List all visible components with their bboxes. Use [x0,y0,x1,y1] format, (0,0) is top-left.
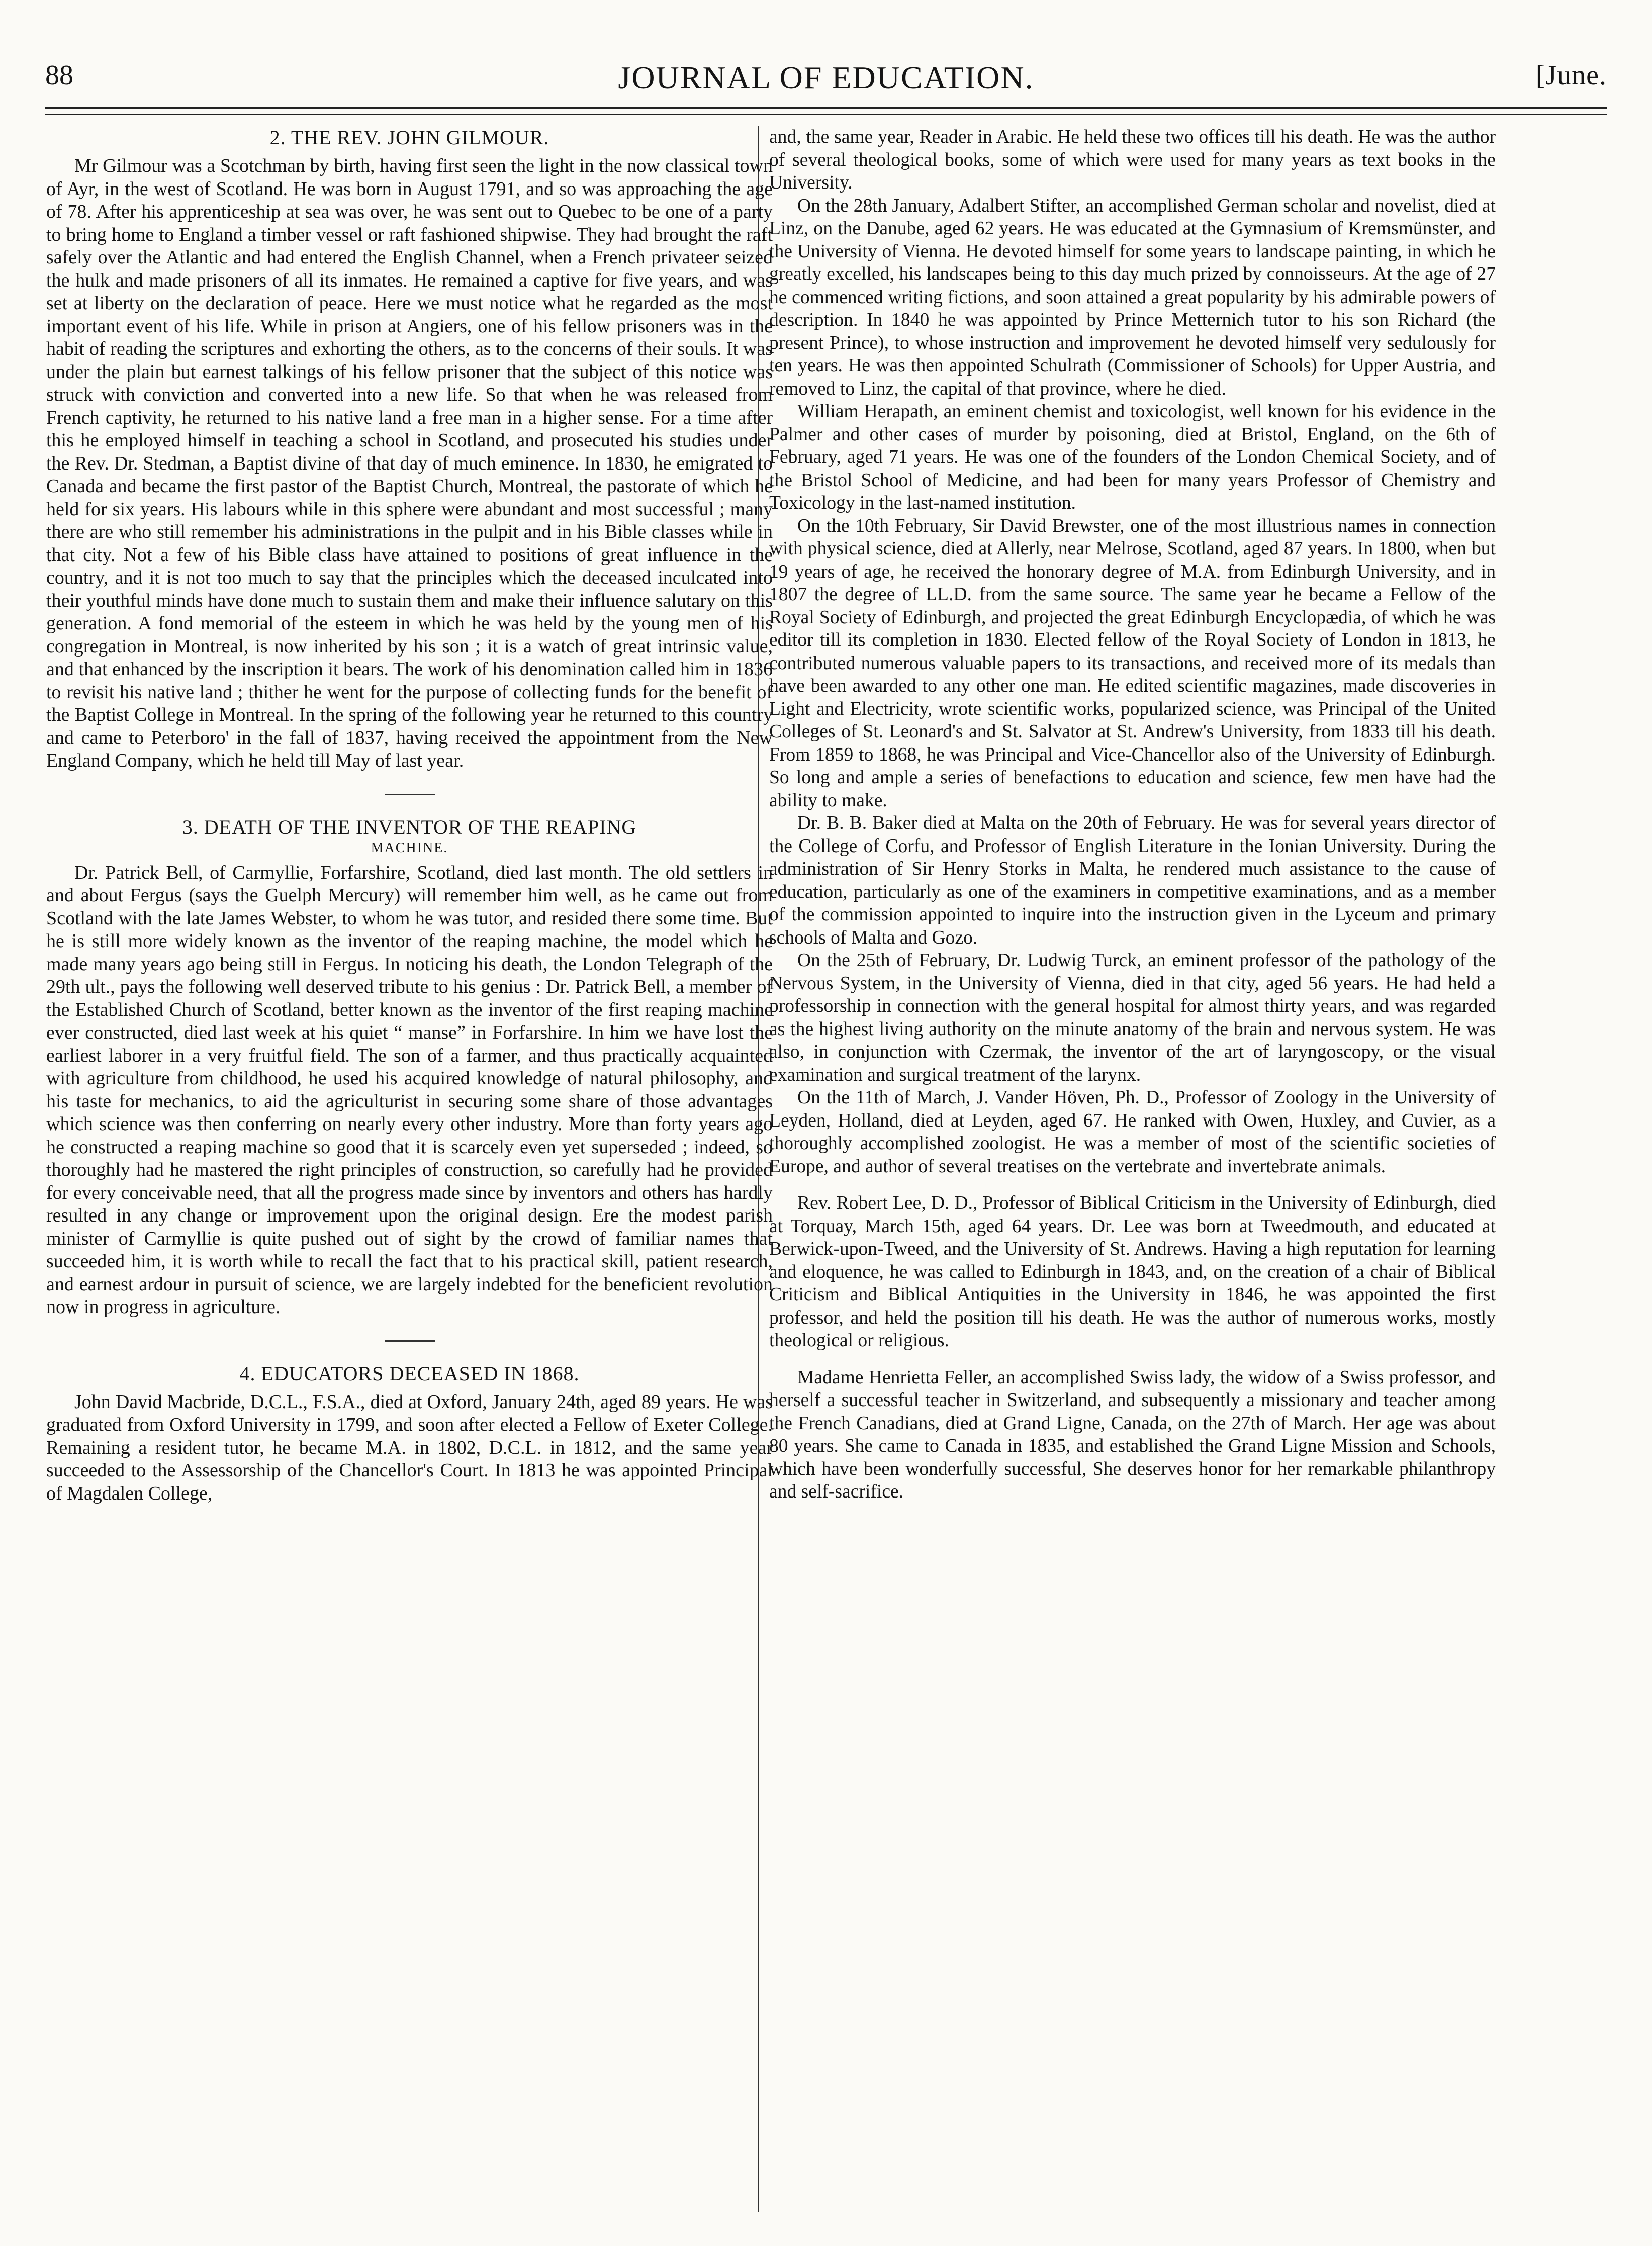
right-column [769,126,1496,2212]
paragraph-turck: On the 25th of February, Dr. Ludwig Turck, an eminent professor of the pathology of the Nervous System, in the University of Vienna, died in that city, aged 56 years. He had held a professorship in connection with the general hospital for almost thirty years, and was regarded as the highest living authority on the minute anatomy of the brain and nervous system. He was also, in conjunction with Czermak, the inventor of the art of laryngoscopy, or the visual examination and surgical treatment of the larynx. [769,950,1496,1085]
section-subtitle: MACHINE. [371,839,448,856]
paragraph-baker: Dr. B. B. Baker died at Malta on the 20th of February. He was for several years director of the College of Corfu, and Professor of English Literature in the Ionian University. During the administration of Sir Henry Storks in Malta, he rendered much assistance to the cause of education, particularly as one of the examiners in competitive examinations, and as a member of the commission appointed to inquire into the instruction given in the Lyceum and primary schools of Malta and Gozo. [769,813,1496,948]
paragraph-patrick-bell: Dr. Patrick Bell, of Carmyllie, Forfarshire, Scotland, died last month. The old settlers in and about Fergus (says the Guelph Mercury) will remember him well, as he came out from Scotland with the late James Webster, to whom he was tutor, and resided there some time. But he is still more widely known as the inventor of the reaping machine, the model which he made many years ago being still in Fergus. In noticing his death, the London Telegraph of the 29th ult., pays the following well deserved tribute to his genius : Dr. Patrick Bell, a member of the Established Church of Scotland, better known as the inventor of the first reaping machine ever constructed, died last week at his quiet “ manse” in Forfarshire. In him we have lost the earliest laborer in a very fruitful field. The son of a farmer, and thus practically acquainted with agriculture from childhood, he used his acquired knowledge of natural philosophy, and his taste for mechanics, to aid the agriculturist in securing some share of those advantages which science was then conferring on nearly every other industry. More than forty years ago he constructed a reaping machine so good that it is scarcely even yet superseded ; indeed, so thoroughly had he mastered the right principles of construction, so carefully had he provided for every conceivable need, that all the progress made since by inventors and others has hardly resulted in any change or improvement upon the original design. Ere the modest parish minister of Carmyllie is quite pushed out of sight by the crowd of familiar names that succeeded him, it is worth while to recall the fact that to his practical skill, patient research, and earnest ardour in pursuit of science, we are largely indebted for the beneficient revolution now in progress in agriculture. [46,862,773,1318]
page-header [45,59,1607,105]
header-rule-thin [45,114,1607,115]
header-rule-thick [45,107,1607,109]
issue-month: [June. [1535,60,1607,91]
section-separator [385,794,435,795]
section-separator [385,1340,435,1342]
paragraph-vander-hoven: On the 11th of March, J. Vander Höven, Ph. D., Professor of Zoology in the University of Leyden, Holland, died at Leyden, aged 67. He ranked with Owen, Huxley, and Cuvier, as a thoroughly accomplished zoologist. He was a member of most of the scientific societies of Europe, and author of several treatises on the vertebrate and invertebrate animals. [769,1087,1496,1177]
section-title-reaping-machine [46,815,773,857]
section-title-line: 3. DEATH OF THE INVENTOR OF THE REAPING [182,815,637,838]
left-column [46,126,773,2212]
section-title-gilmour: 2. THE REV. JOHN GILMOUR. [269,126,549,149]
paragraph-stifter: On the 28th January, Adalbert Stifter, an accomplished German scholar and novelist, died at Linz, on the Danube, aged 62 years. He was educated at the Gymnasium of Kremsmünster, and the University of Vienna. He devoted himself for some years to landscape painting, in which he greatly excelled, his landscapes being to this day much prized by connoisseurs. At the age of 27 he commenced writing fictions, and soon attained a great popularity by his admirable powers of description. In 1840 he was appointed by Prince Metternich tutor to his son Richard (the present Prince), to whose instruction and improvement he devoted himself very sedulously for ten years. He was then appointed Schulrath (Commissioner of Schools) for Upper Austria, and removed to Linz, the capital of that province, where he died. [769,195,1496,399]
section-title-educators: 4. EDUCATORS DECEASED IN 1868. [239,1362,580,1385]
paragraph-herapath: William Herapath, an eminent chemist and toxicologist, well known for his evidence in the Palmer and other cases of murder by poisoning, died at Bristol, England, on the 6th of February, aged 71 years. He was one of the founders of the London Chemical Society, and of the Bristol School of Medicine, and had been for many years Professor of Chemistry and Toxicology in the last-named institution. [769,401,1496,513]
paragraph-gilmour: Mr Gilmour was a Scotchman by birth, having first seen the light in the now classical town of Ayr, in the west of Scotland. He was born in August 1791, and so was approaching the age of 78. After his apprenticeship at sea was over, he was sent out to Quebec to be one of a party to bring home to England a timber vessel or raft fashioned shipwise. They had brought the raft safely over the Atlantic and had entered the English Channel, when a French privateer seized the hulk and made prisoners of all its inmates. He remained a captive for five years, and was set at liberty on the declaration of peace. Here we must notice what he regarded as the most important event of his life. While in prison at Angiers, one of his fellow prisoners was in the habit of reading the scriptures and exhorting the others, as to the concerns of their souls. It was under the plain but earnest talkings of his fellow prisoner that the subject of this notice was struck with conviction and converted into a new life. So that when he was released from French captivity, he returned to his native land a free man in a higher sense. For a time after this he employed himself in teaching a school in Scotland, and prosecuted his studies under the Rev. Dr. Stedman, a Baptist divine of that day of much eminence. In 1830, he emigrated to Canada and became the first pastor of the Baptist Church, Montreal, the pastorate of which he held for six years. His labours while in this sphere were abundant and most successful ; many there are who still remember his administrations in the pulpit and in his Bible classes while in that city. Not a few of his Bible class have attained to positions of great influence in the country, and it is not too much to say that the principles which the deceased inculcated into their youthful minds have done much to sustain them and make their influence salutary on this generation. A fond memorial of the esteem in which he was held by the young men of his congregation in Montreal, is now inherited by his son ; it is a watch of great intrinsic value, and that enhanced by the inscription it bears. The work of his denomination called him in 1836 to revisit his native land ; thither he went for the purpose of collecting funds for the benefit of the Baptist College in Montreal. In the spring of the following year he returned to this country and came to Peterboro' in the fall of 1837, having received the appointment from the New England Company, which he held till May of last year. [46,155,773,771]
paragraph-lee: Rev. Robert Lee, D. D., Professor of Biblical Criticism in the University of Edinburgh, died at Torquay, March 15th, aged 64 years. Dr. Lee was born at Tweedmouth, and educated at Berwick-upon-Tweed, and the University of St. Andrews. Having a high reputation for learning and eloquence, he was called to Edinburgh in 1843, and, on the creation of a chair of Biblical Criticism and Biblical Antiquities in the University in 1846, he was appointed the first professor, and held the position till his death. He was the author of numerous works, mostly theological or religious. [769,1193,1496,1351]
paragraph-gap [769,1178,1496,1192]
page-number: 88 [45,60,73,91]
paragraph-macbride-continued: and, the same year, Reader in Arabic. He held these two offices till his death. He was the author of several theological books, some of which were used for many years as text books in the University. [769,127,1496,193]
journal-title: JOURNAL OF EDUCATION. [618,60,1034,96]
paragraph-brewster: On the 10th February, Sir David Brewster, one of the most illustrious names in connection with physical science, died at Allerly, near Melrose, Scotland, aged 87 years. In 1800, when but 19 years of age, he received the honorary degree of M.A. from Edinburgh University, and in 1807 the degree of LL.D. from the same source. The same year he became a Fellow of the Royal Society of Edinburgh, and projected the great Edinburgh Encyclopædia, of which he was editor till its completion in 1830. Elected fellow of the Royal Society of London in 1813, he contributed numerous valuable papers to its transactions, and received more of its medals than have been awarded to any other one man. He edited scientific magazines, made discoveries in Light and Electricity, wrote scientific works, popularized science, was Principal of the United Colleges of St. Leonard's and St. Salvator at St. Andrew's University, from 1833 till his death. From 1859 to 1868, he was Principal and Vice-Chancellor also of the University of Edinburgh. So long and ample a series of benefactions to education and science, few men have had the ability to make. [769,515,1496,811]
paragraph-macbride: John David Macbride, D.C.L., F.S.A., died at Oxford, January 24th, aged 89 years. He was graduated from Oxford University in 1799, and soon after elected a Fellow of Exeter College. Remaining a resident tutor, he became M.A. in 1802, D.C.L. in 1812, and the same year succeeded to the Assessorship of the Chancellor's Court. In 1813 he was appointed Principal of Magdalen College, [46,1391,773,1504]
paragraph-gap [769,1352,1496,1366]
paragraph-feller: Madame Henrietta Feller, an accomplished Swiss lady, the widow of a Swiss professor, and herself a successful teacher in Switzerland, and subsequently a missionary and teacher among the French Canadians, died at Grand Ligne, Canada, on the 27th of March. Her age was about 80 years. She came to Canada in 1835, and established the Grand Ligne Mission and Schools, which have been wonderfully successful, She deserves honor for her remarkable philanthropy and self-sacrifice. [769,1367,1496,1502]
